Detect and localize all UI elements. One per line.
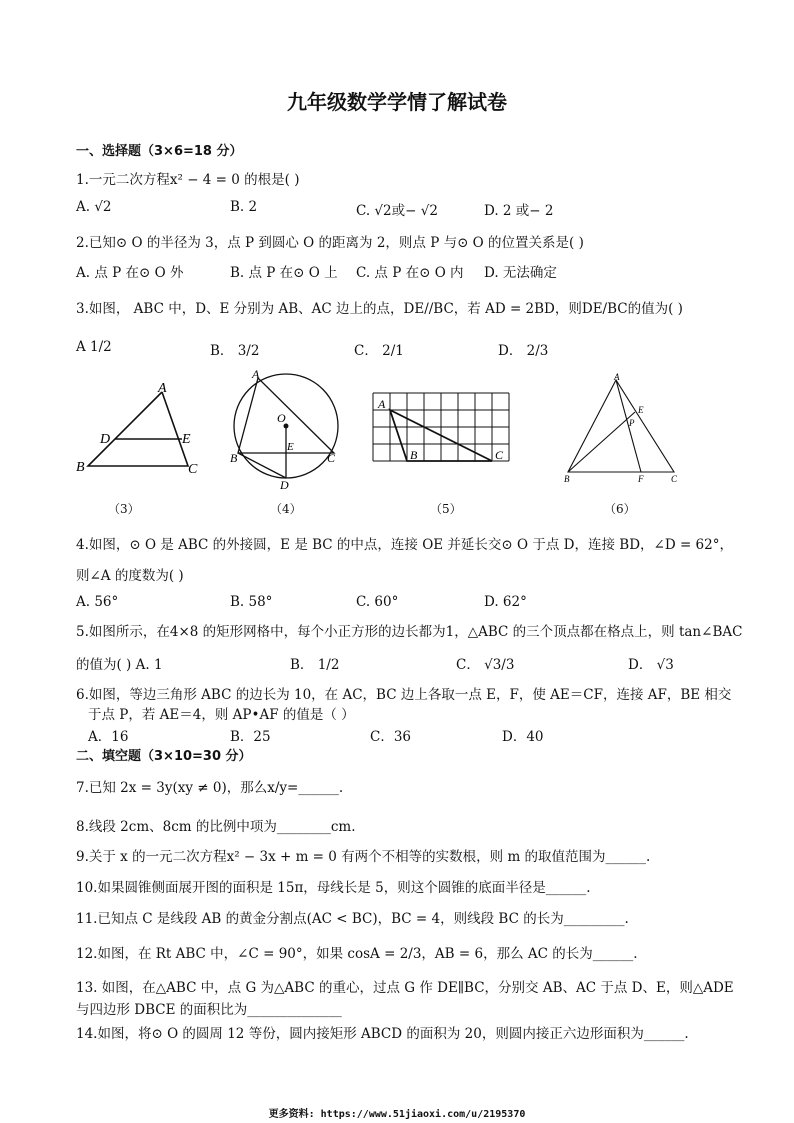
f6-label-f: F: [638, 474, 644, 484]
question-9: 9.关于 x 的一元二次方程x² − 3x + m = 0 有两个不相等的实数根，则 m 的取值范围为______.: [76, 849, 651, 865]
question-4-stem-cont: 则∠A 的度数为( ): [76, 568, 184, 584]
f4-label-e: E: [287, 441, 294, 453]
q2-option-c: C. 点 P 在⊙ O 内: [356, 265, 464, 281]
q4-option-b: B. 58°: [230, 594, 273, 610]
q5-option-c: C． √3/3: [456, 657, 515, 673]
question-12: 12.如图，在 Rt ABC 中，∠C = 90°，如果 cosA = 2/3，AB = 6，那么 AC 的长为______.: [76, 946, 638, 962]
q1-option-b: B. 2: [230, 199, 258, 215]
figure-6-triangle: [556, 370, 696, 490]
f3-label-c: C: [188, 462, 198, 477]
question-14: 14.如图，将⊙ O 的圆周 12 等份，圆内接矩形 ABCD 的面积为 20，则圆内接正六边形面积为______.: [76, 1026, 689, 1042]
q6-option-c: C．36: [370, 729, 412, 745]
question-10: 10.如果圆锥侧面展开图的面积是 15π，母线长是 5，则这个圆锥的底面半径是______.: [76, 880, 591, 896]
q5-option-d: D． √3: [628, 657, 674, 673]
f6-label-p: P: [629, 418, 635, 428]
f6-label-c: C: [671, 474, 678, 484]
question-8: 8.线段 2cm、8cm 的比例中项为________cm.: [76, 819, 356, 835]
q1-option-d: D. 2 或− 2: [484, 203, 554, 219]
question-6-stem-cont: 于点 P，若 AE＝4，则 AP•AF 的值是（ ）: [88, 707, 355, 723]
f3-label-a: A: [158, 381, 167, 396]
q1-option-c: C. √2或− √2: [356, 203, 438, 219]
f6-label-b: B: [564, 474, 570, 484]
f3-label-b: B: [76, 460, 85, 475]
q6-option-b: B．25: [230, 729, 271, 745]
question-13-cont: 与四边形 DBCE 的面积比为______________: [76, 1002, 342, 1018]
q4-option-c: C. 60°: [356, 594, 399, 610]
question-6-stem: 6.如图，等边三角形 ABC 的边长为 10，在 AC，BC 边上各取一点 E，F，使 AE＝CF，连接 AF，BE 相交: [76, 687, 732, 703]
question-2-stem: 2.已知⊙ O 的半径为 3，点 P 到圆心 O 的距离为 2，则点 P 与⊙ O 的位置关系是( ): [76, 235, 584, 251]
q2-option-a: A. 点 P 在⊙ O 外: [76, 265, 184, 281]
footer-link-text: 更多资料: https://www.51jiaoxi.com/u/2195370: [268, 1109, 526, 1120]
f5-label-a: A: [378, 397, 386, 411]
q6-option-a: A．16: [88, 729, 129, 745]
q4-option-a: A. 56°: [76, 594, 119, 610]
question-3-stem: 3.如图， ABC 中，D、E 分别为 AB、AC 边上的点，DE//BC，若 AD = 2BD，则DE/BC的值为( ): [76, 301, 683, 317]
question-7: 7.已知 2x = 3y(xy ≠ 0)，那么x/y=______.: [76, 780, 344, 796]
q4-option-d: D. 62°: [484, 594, 527, 610]
figure-6-caption: （6）: [604, 502, 636, 516]
figure-3-triangle: [70, 380, 210, 480]
figure-4-circle: [226, 366, 346, 492]
question-13: 13. 如图，在△ABC 中，点 G 为△ABC 的重心，过点 G 作 DE∥BC，分别交 AB、AC 于点 D、E，则△ADE: [76, 980, 734, 996]
figure-4-caption: （4）: [270, 502, 302, 516]
f6-label-e: E: [638, 405, 644, 415]
question-1-stem: 1.一元二次方程x² − 4 = 0 的根是( ): [76, 172, 300, 188]
q2-option-d: D. 无法确定: [484, 265, 557, 281]
f3-label-e: E: [182, 432, 191, 447]
q3-option-d: D． 2/3: [498, 343, 549, 359]
figure-5-caption: （5）: [430, 502, 462, 516]
f5-label-b: B: [410, 448, 418, 462]
q6-option-d: D．40: [502, 729, 544, 745]
f4-label-b: B: [230, 451, 238, 465]
figure-5-grid: [368, 388, 518, 468]
page-title: 九年级数学学情了解试卷: [287, 90, 507, 114]
f6-label-a: A: [614, 372, 620, 382]
q1-option-a: A. √2: [76, 199, 112, 215]
section-heading-fill: 二、填空题（3×10=30 分）: [76, 749, 252, 764]
f4-label-d: D: [280, 478, 289, 492]
question-5-stem-cont: 的值为( ) A. 1: [76, 657, 163, 673]
q3-option-b: B． 3/2: [210, 343, 260, 359]
figure-3-caption: （3）: [108, 502, 140, 516]
q3-option-a: A 1/2: [76, 339, 112, 355]
section-heading-choice: 一、选择题（3×6=18 分）: [76, 144, 243, 159]
f4-label-c: C: [327, 451, 336, 465]
f4-label-o: O: [277, 411, 286, 425]
q2-option-b: B. 点 P 在⊙ O 上: [230, 265, 338, 281]
question-5-stem: 5.如图所示，在4×8 的矩形网格中，每个小正方形的边长都为1，△ABC 的三个顶点都在格点上，则 tan∠BAC: [76, 624, 743, 640]
f5-label-c: C: [495, 448, 504, 462]
question-4-stem: 4.如图，⊙ O 是 ABC 的外接圆，E 是 BC 的中点，连接 OE 并延长交⊙ O 于点 D，连接 BD，∠D = 62°，: [76, 537, 733, 553]
f4-label-a: A: [252, 367, 260, 381]
q3-option-c: C． 2/1: [354, 343, 404, 359]
q5-option-b: B． 1/2: [290, 657, 340, 673]
f3-label-d: D: [100, 432, 111, 447]
question-11: 11.已知点 C 是线段 AB 的黄金分割点(AC < BC)，BC = 4，则线段 BC 的长为_________.: [76, 911, 629, 927]
